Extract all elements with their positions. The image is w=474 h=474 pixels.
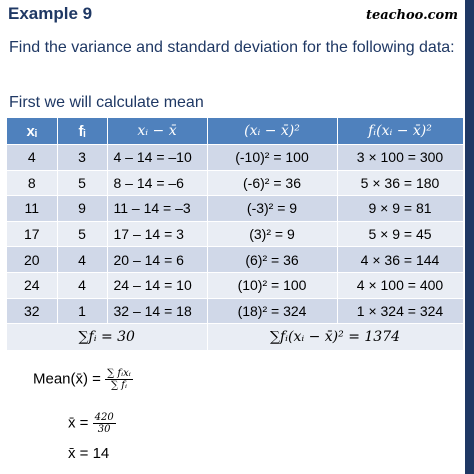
cell-xi: 20 bbox=[7, 247, 57, 273]
cell-fi: 5 bbox=[57, 221, 107, 247]
cell-fi: 5 bbox=[57, 170, 107, 196]
cell-xi: 8 bbox=[7, 170, 57, 196]
cell-squared: (3)² = 9 bbox=[207, 221, 337, 247]
cell-product: 5 × 36 = 180 bbox=[337, 170, 463, 196]
cell-product: 1 × 324 = 324 bbox=[337, 298, 463, 324]
mean-sub-fraction bbox=[93, 412, 116, 435]
cell-xi: 32 bbox=[7, 298, 57, 324]
sum-f-cell: ∑fᵢ = 30 bbox=[7, 324, 207, 351]
header-weighted-squared-deviation: fᵢ(xᵢ − x̄)² bbox=[337, 118, 463, 145]
table-sum-row bbox=[7, 324, 463, 351]
cell-fi: 3 bbox=[57, 145, 107, 171]
mean-label: Mean(x̄) = bbox=[33, 370, 106, 388]
cell-squared: (6)² = 36 bbox=[207, 247, 337, 273]
cell-fi: 4 bbox=[57, 247, 107, 273]
table-row bbox=[7, 196, 463, 222]
header-deviation: xᵢ − x̄ bbox=[107, 118, 207, 145]
cell-xi: 24 bbox=[7, 272, 57, 298]
cell-deviation: 20 – 14 = 6 bbox=[107, 247, 207, 273]
mean-numerator: ∑ fᵢxᵢ bbox=[107, 368, 131, 379]
cell-product: 3 × 100 = 300 bbox=[337, 145, 463, 171]
table-row bbox=[7, 145, 463, 171]
question-text: Find the variance and standard deviation for the following data: bbox=[9, 39, 455, 56]
cell-deviation: 17 – 14 = 3 bbox=[107, 221, 207, 247]
cell-squared: (-6)² = 36 bbox=[207, 170, 337, 196]
cell-fi: 9 bbox=[57, 196, 107, 222]
cell-deviation: 4 – 14 = –10 bbox=[107, 145, 207, 171]
mean-sub-denominator: 30 bbox=[97, 424, 111, 435]
teachoo-logo: teachoo.com bbox=[365, 8, 458, 23]
mean-substitution bbox=[68, 412, 116, 435]
cell-deviation: 8 – 14 = –6 bbox=[107, 170, 207, 196]
cell-product: 4 × 100 = 400 bbox=[337, 272, 463, 298]
cell-product: 4 × 36 = 144 bbox=[337, 247, 463, 273]
subheading: First we will calculate mean bbox=[9, 94, 204, 111]
mean-denominator: ∑ fᵢ bbox=[110, 380, 127, 391]
cell-xi: 11 bbox=[7, 196, 57, 222]
mean-sub-numerator: 420 bbox=[94, 412, 114, 423]
table-row bbox=[7, 221, 463, 247]
cell-product: 5 × 9 = 45 bbox=[337, 221, 463, 247]
table-header-row bbox=[7, 118, 463, 145]
mean-sub-label: x̄ = bbox=[68, 414, 93, 432]
cell-squared: (-10)² = 100 bbox=[207, 145, 337, 171]
table-row bbox=[7, 298, 463, 324]
cell-squared: (10)² = 100 bbox=[207, 272, 337, 298]
header-xi: xᵢ bbox=[7, 118, 57, 145]
mean-result: x̄ = 14 bbox=[68, 445, 110, 462]
cell-xi: 17 bbox=[7, 221, 57, 247]
table-row bbox=[7, 247, 463, 273]
cell-xi: 4 bbox=[7, 145, 57, 171]
header-squared-deviation: (xᵢ − x̄)² bbox=[207, 118, 337, 145]
scrollbar[interactable] bbox=[465, 0, 474, 474]
table-row bbox=[7, 272, 463, 298]
cell-squared: (18)² = 324 bbox=[207, 298, 337, 324]
cell-fi: 1 bbox=[57, 298, 107, 324]
cell-squared: (-3)² = 9 bbox=[207, 196, 337, 222]
data-table bbox=[7, 118, 464, 350]
header-fi: fᵢ bbox=[57, 118, 107, 145]
page-title: Example 9 bbox=[8, 4, 93, 23]
cell-product: 9 × 9 = 81 bbox=[337, 196, 463, 222]
mean-fraction bbox=[105, 368, 133, 391]
cell-deviation: 24 – 14 = 10 bbox=[107, 272, 207, 298]
table-row bbox=[7, 170, 463, 196]
cell-deviation: 11 – 14 = –3 bbox=[107, 196, 207, 222]
mean-formula bbox=[33, 368, 133, 391]
cell-fi: 4 bbox=[57, 272, 107, 298]
cell-deviation: 32 – 14 = 18 bbox=[107, 298, 207, 324]
sum-fx-cell: ∑fᵢ(xᵢ − x̄)² = 1374 bbox=[207, 324, 463, 351]
